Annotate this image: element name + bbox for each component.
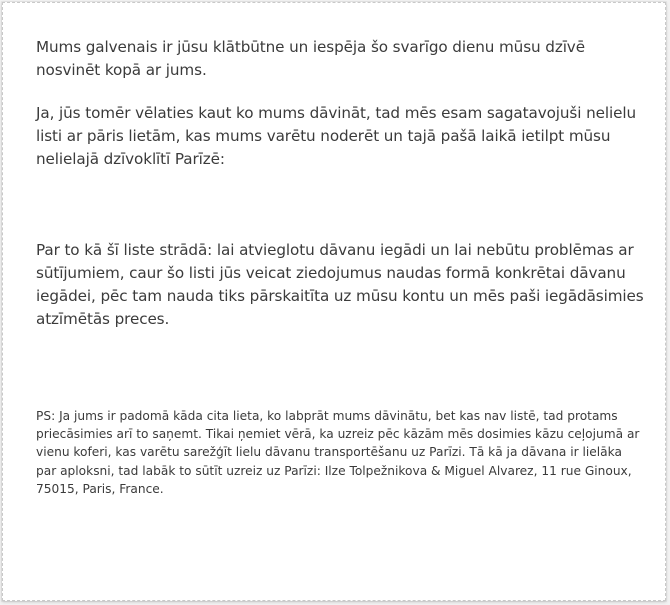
postscript-paragraph: PS: Ja jums ir padomā kāda cita lieta, ko labprāt mums dāvinātu, bet kas nav listē, tad protams priecāsimies arī to saņemt. Tikai ņemiet vērā, ka uzreiz pēc kāzām mēs dosimies kāzu ceļojumā ar vienu koferi, kas varētu sarežģīt lielu dāvanu transportēšanu uz Parīzi. Tā kā ja dāvana ir lielāka par aploksni, tad labāk to sūtīt uzreiz uz Parīzi: Ilze Tolpežnikova & Miguel Alvarez, 11 rue Ginoux, 75015, Paris, France. — [36, 409, 640, 496]
how-it-works-paragraph: Par to kā šī liste strādā: lai atvieglotu dāvanu iegādi un lai nebūtu problēmas ar sūtījumiem, caur šo listi jūs veicat ziedojumus naudas formā konkrētai dāvanu iegādei, pēc tam nauda tiks pārskaitīta uz mūsu kontu un mēs paši iegādāsimies atzīmētās preces. — [36, 241, 644, 328]
document-page — [2, 2, 666, 601]
gift-list-paragraph: Ja, jūs tomēr vēlaties kaut ko mums dāvināt, tad mēs esam sagatavojuši nelielu listi ar pāris lietām, kas mums varētu noderēt un tajā pašā laikā ietilpt mūsu nelielajā dzīvoklītī Parīzē: — [36, 104, 636, 168]
intro-paragraph: Mums galvenais ir jūsu klātbūtne un iespēja šo svarīgo dienu mūsu dzīvē nosvinēt kopā ar jums. — [36, 38, 585, 79]
